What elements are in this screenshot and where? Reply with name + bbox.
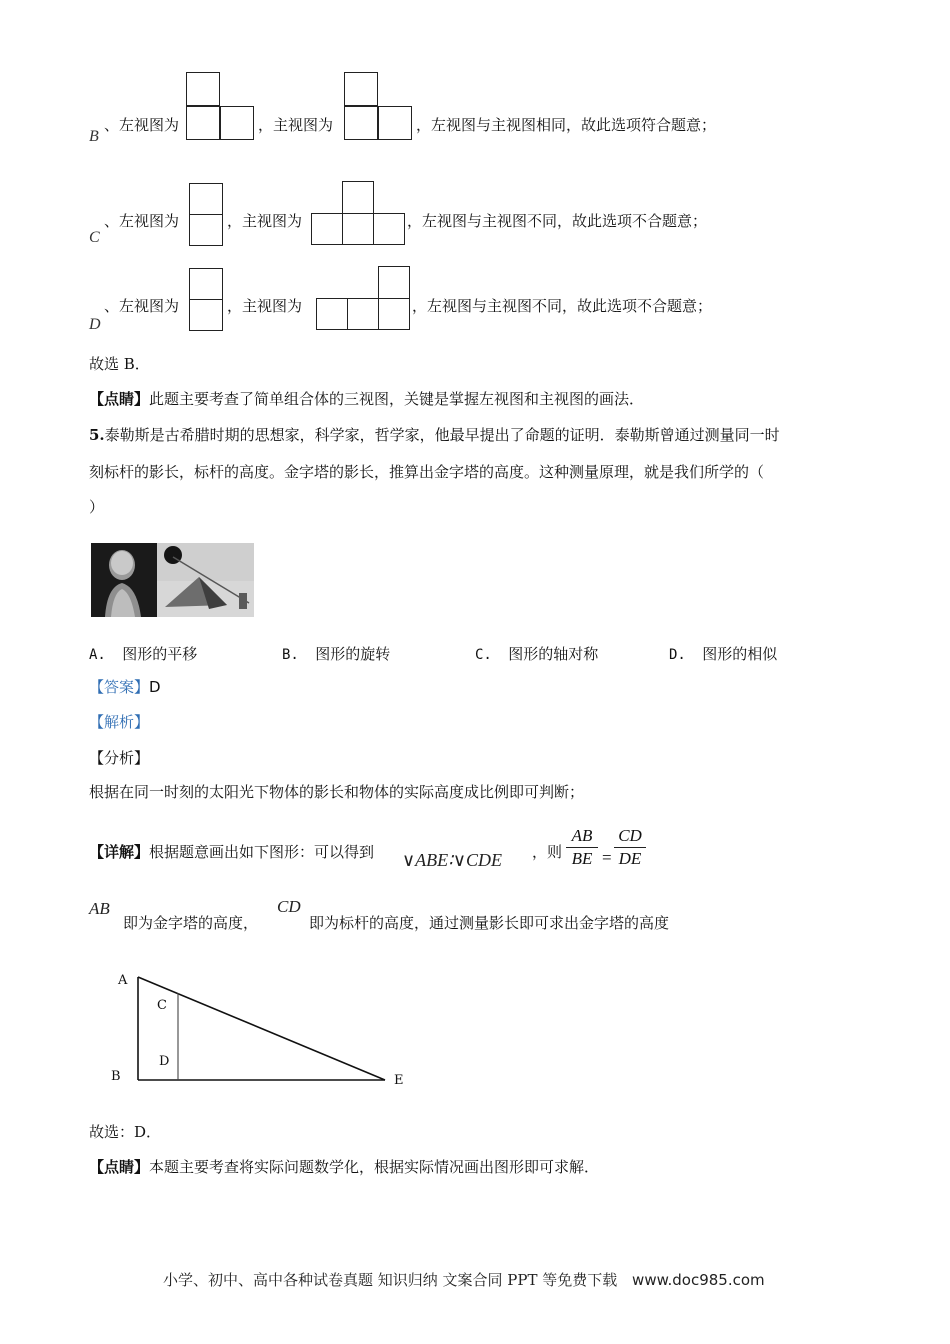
q5-option-b[interactable] — [282, 643, 390, 664]
option-d-left-view — [189, 268, 225, 331]
q5-option-d-text: 图形的相似 — [702, 645, 778, 663]
q5-answer — [89, 677, 161, 697]
option-d-prefix: 、左视图为 — [104, 297, 180, 315]
option-c-front-view — [311, 181, 407, 245]
q5-detail-text: 根据题意画出如下图形：可以得到 — [149, 843, 375, 861]
option-b-mid: ，主视图为 — [258, 116, 334, 134]
q5-fraction-cd-de — [614, 825, 646, 870]
q5-frac1-num: AB — [566, 825, 598, 848]
footer-text: 小学、初中、高中各种试卷真题 知识归纳 文案合同 PPT 等免费下载 — [163, 1271, 618, 1289]
q5-tip — [89, 1157, 599, 1177]
point-d-label: D — [159, 1054, 170, 1069]
q5-triangle-diagram — [105, 968, 415, 1093]
q5-fenxi-text: 根据在同一时刻的太阳光下物体的影长和物体的实际高度成比例即可判断； — [89, 783, 585, 801]
option-c-letter: C — [89, 229, 100, 246]
q5-option-a[interactable] — [89, 643, 197, 664]
footer-site-link[interactable]: www.doc985.com — [632, 1271, 765, 1289]
q5-frac2-num: CD — [614, 825, 646, 848]
option-b-prefix: 、左视图为 — [104, 116, 180, 134]
q5-option-c-text: 图形的轴对称 — [508, 645, 599, 663]
point-c-label: C — [157, 998, 167, 1013]
q5-option-a-label: A. — [89, 647, 106, 663]
q5-detail-tag: 【详解】 — [89, 843, 150, 861]
footer — [163, 1269, 765, 1290]
q5-option-d-label: D. — [669, 647, 686, 663]
option-c-mid: ，主视图为 — [227, 212, 303, 230]
q5-line1 — [89, 425, 780, 445]
q5-tip-text: 本题主要考查将实际问题数学化，根据实际情况画出图形即可求解． — [149, 1158, 600, 1176]
q5-stem-line1: 泰勒斯是古希腊时期的思想家，科学家，哲学家，他最早提出了命题的证明．泰勒斯曾通过测量同一时 — [104, 426, 780, 444]
q5-fenxi-tag: 【分析】 — [89, 749, 150, 767]
q5-equals: = — [602, 848, 612, 867]
option-d-suffix: ，左视图与主视图不同，故此选项不合题意； — [412, 297, 713, 315]
q4-tip — [89, 389, 644, 409]
q5-number: 5. — [89, 426, 105, 444]
q5-frac1-den: BE — [571, 849, 593, 868]
point-e-label: E — [394, 1073, 404, 1088]
option-b-left-view — [186, 72, 258, 144]
q5-similar-expression: ∨ABE∶∨CDE — [402, 850, 503, 870]
q5-stem-line3: ） — [89, 498, 105, 516]
q5-option-c[interactable] — [475, 643, 598, 664]
q5-option-b-label: B. — [282, 647, 299, 663]
option-c-left-view — [189, 183, 225, 246]
q5-ab-text: 即为金字塔的高度， — [123, 914, 259, 932]
point-a-label: A — [118, 973, 128, 988]
option-c-suffix: ，左视图与主视图不同，故此选项不合题意； — [407, 212, 708, 230]
q4-choose: 故选 B． — [89, 355, 150, 373]
q5-answer-tag: 【答案】 — [89, 678, 150, 696]
q5-cd-symbol: CD — [277, 897, 301, 916]
thales-pyramid-photo — [91, 543, 254, 617]
q5-fraction-ab-be — [566, 825, 598, 870]
option-d-letter: D — [89, 316, 101, 333]
q5-cd-text: 即为标杆的高度，通过测量影长即可求出金字塔的高度 — [309, 914, 670, 932]
option-d-front-view — [316, 266, 412, 330]
option-b-front-view — [344, 72, 416, 144]
q5-option-d[interactable] — [669, 643, 777, 664]
q5-option-b-text: 图形的旋转 — [315, 645, 391, 663]
q5-answer-value: D — [149, 678, 161, 696]
option-d-mid: ，主视图为 — [227, 297, 303, 315]
q5-then: ，则 — [532, 843, 563, 861]
q5-tip-tag: 【点睛】 — [89, 1158, 150, 1176]
q5-frac2-den: DE — [618, 849, 642, 868]
q5-stem-line2: 刻标杆的影长，标杆的高度。金字塔的影长，推算出金字塔的高度。这种测量原理，就是我们所学的（ — [89, 463, 765, 481]
q5-detail — [89, 842, 374, 862]
option-b-suffix: ，左视图与主视图相同，故此选项符合题意； — [416, 116, 717, 134]
q5-option-a-text: 图形的平移 — [122, 645, 198, 663]
option-b-letter: B — [89, 128, 99, 145]
q5-analysis-tag: 【解析】 — [89, 713, 150, 731]
q5-choose: 故选：D． — [89, 1123, 162, 1141]
q5-ab-symbol: AB — [89, 899, 110, 918]
q5-option-c-label: C. — [475, 647, 492, 663]
point-b-label: B — [111, 1069, 121, 1084]
q4-tip-tag: 【点睛】 — [89, 390, 150, 408]
q4-tip-text: 此题主要考查了简单组合体的三视图，关键是掌握左视图和主视图的画法． — [149, 390, 645, 408]
option-c-prefix: 、左视图为 — [104, 212, 180, 230]
